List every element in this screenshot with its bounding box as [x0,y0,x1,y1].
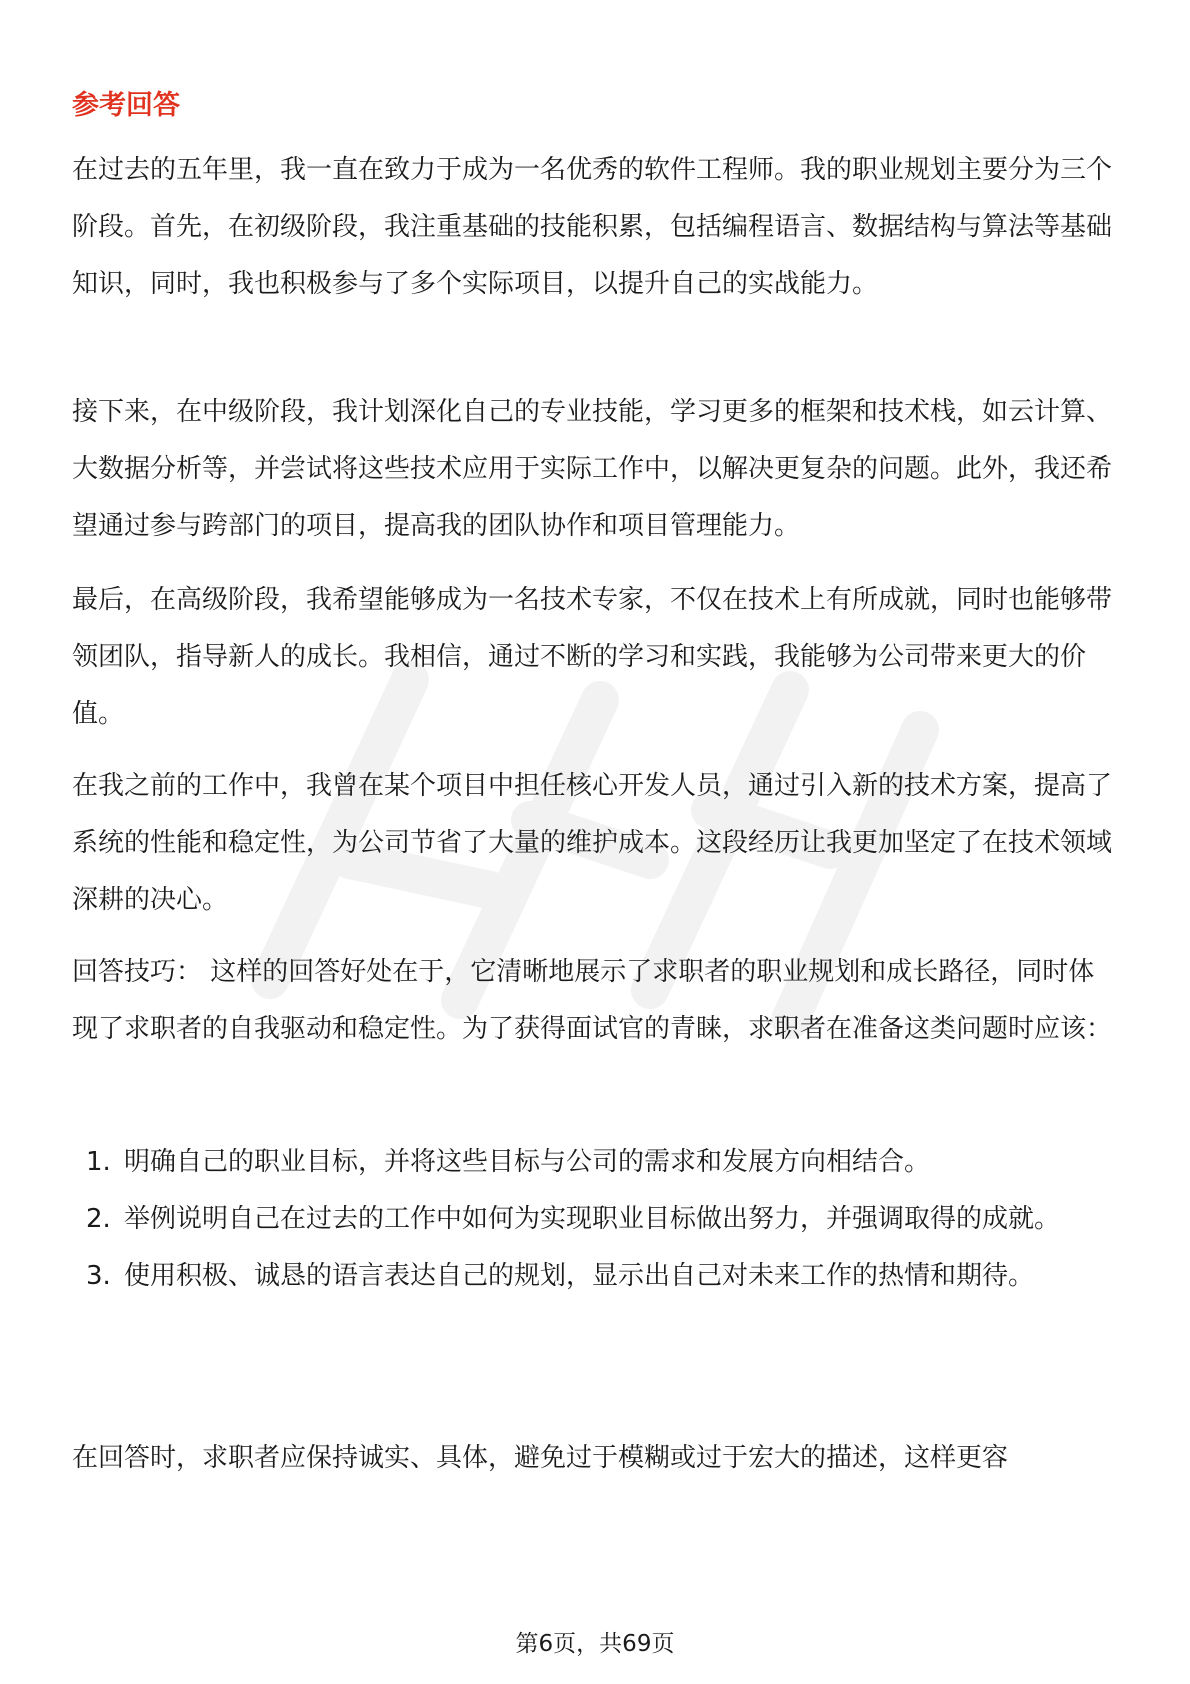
paragraph-closing: 在回答时，求职者应保持诚实、具体，避免过于模糊或过于宏大的描述，这样更容 [72,1443,1009,1473]
list-item [72,1134,1120,1191]
paragraph-past-experience: 在我之前的工作中，我曾在某个项目中担任核心开发人员，通过引入新的技术方案，提高了系统的性能和稳定性，为公司节省了大量的维护成本。这段经历让我更加坚定了在技术领域深耕的决心。 [72,771,1113,915]
section-heading: 参考回答 [72,90,180,121]
paragraph-career-stages: 在过去的五年里，我一直在致力于成为一名优秀的软件工程师。我的职业规划主要分为三个阶段。首先，在初级阶段，我注重基础的技能积累，包括编程语言、数据结构与算法等基础知识，同时，我也积极参与了多个实际项目，以提升自己的实战能力。 [72,155,1113,299]
list-item-text: 明确自己的职业目标，并将这些目标与公司的需求和发展方向相结合。 [124,1147,931,1177]
page-number-footer: 第6页，共69页 [515,1631,675,1657]
paragraph-senior-stage: 最后，在高级阶段，我希望能够成为一名技术专家，不仅在技术上有所成就，同时也能够带领团队，指导新人的成长。我相信，通过不断的学习和实践，我能够为公司带来更大的价值。 [72,585,1113,729]
list-item-text: 举例说明自己在过去的工作中如何为实现职业目标做出努力，并强调取得的成就。 [124,1204,1061,1234]
paragraph-answer-tips: 回答技巧： 这样的回答好处在于，它清晰地展示了求职者的职业规划和成长路径，同时体现了求职者的自我驱动和稳定性。为了获得面试官的青睐，求职者在准备这类问题时应该： [72,957,1113,1044]
list-item-text: 使用积极、诚恳的语言表达自己的规划，显示出自己对未来工作的热情和期待。 [124,1261,1035,1291]
paragraph-middle-stage: 接下来，在中级阶段，我计划深化自己的专业技能，学习更多的框架和技术栈，如云计算、大数据分析等，并尝试将这些技术应用于实际工作中，以解决更复杂的问题。此外，我还希望通过参与跨部门的项目，提高我的团队协作和项目管理能力。 [72,397,1113,541]
list-item [72,1191,1120,1248]
list-item [72,1248,1120,1305]
list-item-number: 3. [86,1261,111,1291]
tips-list [72,1134,1120,1305]
list-item-number: 2. [86,1204,111,1234]
list-item-number: 1. [86,1147,111,1177]
